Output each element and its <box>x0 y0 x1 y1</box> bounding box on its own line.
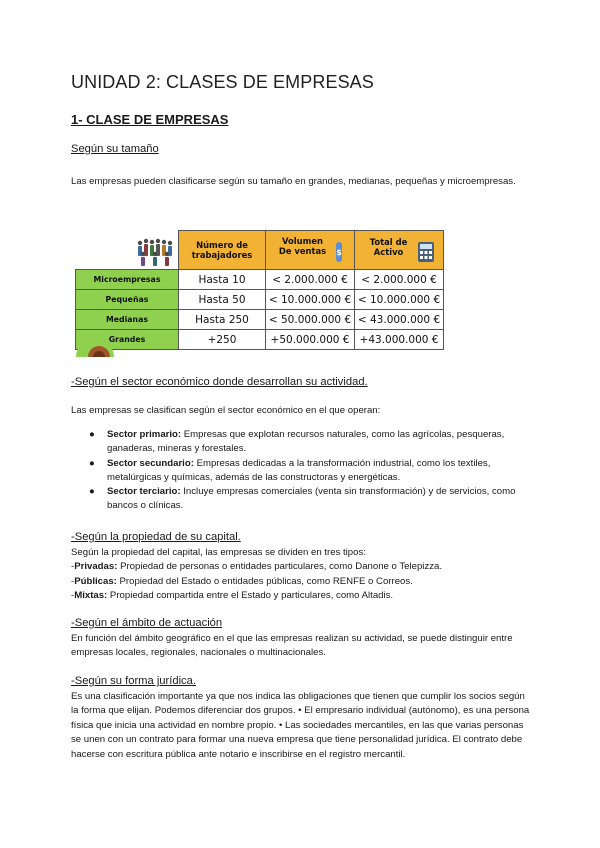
paragraph-juridica: Es una clasificación importante ya que nos indica las obligaciones que tienen que cumplir los socios según la forma que elijan. Podemos diferenciar dos grupos. • El empresario individual (autónomo), es una persona física que inicia una actividad en nombre propio. • Las sociedades mercantiles, en las que varias personas se unen con un contrato para formar una nueva empresa que tiene personalidad jurídica. El contrato debe hacerse con escritura pública ante notario e inscribirse en el registro mercantil. <box>71 691 530 760</box>
list-item: ● Sector terciario: Incluye empresas comerciales (venta sin transformación) y de servicios, como bancos o clínicas. <box>89 486 516 512</box>
row-category: Grandes <box>76 330 179 350</box>
capital-item-privadas: -Privadas: Propiedad de personas o entidades particulares, como Danone o Telepizza. <box>71 561 443 573</box>
cell-sales: < 50.000.000 € <box>266 310 355 330</box>
bullet-text: Incluye empresas comerciales (venta sin transformación) y de servicios, como bancos o clínicas. <box>107 486 516 512</box>
bullet-label: Sector primario: <box>107 429 182 440</box>
cell-assets: < 43.000.000 € <box>355 310 444 330</box>
heading-tamano: Según su tamaño <box>71 143 159 155</box>
money-icon <box>333 240 345 264</box>
cell-workers: Hasta 250 <box>179 310 266 330</box>
cell-assets: +43.000.000 € <box>355 330 444 350</box>
cell-workers: Hasta 50 <box>179 290 266 310</box>
bullet-text: Empresas que explotan recursos naturales, como las agrícolas, pesqueras, ganaderas, mineras y forestales. <box>107 429 505 455</box>
row-category: Microempresas <box>76 270 179 290</box>
paragraph-sector-intro: Las empresas se clasifican según el sector económico en el que operan: <box>71 405 381 416</box>
heading-ambito: -Según el ámbito de actuación <box>71 617 223 629</box>
capital-item-mixtas: -Mixtas: Propiedad compartida entre el Estado y particulares, como Altadis. <box>71 590 394 602</box>
cell-assets: < 10.000.000 € <box>355 290 444 310</box>
cell-assets: < 2.000.000 € <box>355 270 444 290</box>
calculator-icon <box>417 241 435 263</box>
list-item: ● Sector primario: Empresas que explotan recursos naturales, como las agrícolas, pesqueras, ganaderas, mineras y forestales. <box>89 429 505 455</box>
item-label: Públicas: <box>74 575 117 587</box>
header-activo <box>355 231 444 270</box>
heading-capital: -Según la propiedad de su capital. <box>71 531 241 543</box>
table-row <box>76 270 444 290</box>
bullet-text: Empresas dedicadas a la transformación industrial, como los textiles, metalúrgicas y químicas, además de las constructoras y energéticas. <box>107 457 491 483</box>
list-item: ● Sector secundario: Empresas dedicadas a la transformación industrial, como los textiles, metalúrgicas y químicas, además de las constructoras y energéticas. <box>89 457 491 483</box>
company-size-table <box>75 230 451 352</box>
cell-workers: +250 <box>179 330 266 350</box>
table-row <box>76 290 444 310</box>
header-ventas <box>266 231 355 270</box>
heading-sector: -Según el sector económico donde desarrollan su actividad. <box>71 376 368 388</box>
table-row <box>76 330 444 350</box>
page-title: UNIDAD 2: CLASES DE EMPRESAS <box>71 72 374 92</box>
decorative-illustration <box>75 335 119 357</box>
bullet-label: Sector terciario: <box>107 486 181 498</box>
header-activo-label: Total de Activo <box>369 236 408 257</box>
cell-workers: Hasta 10 <box>179 270 266 290</box>
header-trabajadores: Número de trabajadores <box>179 231 266 270</box>
row-category: Medianas <box>76 310 179 330</box>
header-ventas-label: Volumen De ventas <box>278 236 327 257</box>
section-heading-clase-empresas: 1- CLASE DE EMPRESAS <box>71 112 229 127</box>
item-label: Mixtas: <box>74 590 108 602</box>
item-text: Propiedad del Estado o entidades públicas, como RENFE o Correos. <box>116 575 413 587</box>
heading-juridica: -Según su forma jurídica. <box>71 675 196 687</box>
capital-block <box>71 546 531 604</box>
row-category: Pequeñas <box>76 290 179 310</box>
item-text: Propiedad compartida entre el Estado y particulares, como Altadis. <box>107 590 394 602</box>
sector-list <box>88 428 528 514</box>
item-label: Privadas: <box>74 561 118 573</box>
item-text: Propiedad de personas o entidades particulares, como Danone o Telepizza. <box>117 561 443 573</box>
people-group-icon <box>135 237 177 267</box>
cell-sales: < 2.000.000 € <box>266 270 355 290</box>
capital-item-publicas: -Públicas: Propiedad del Estado o entidades públicas, como RENFE o Correos. <box>71 575 413 587</box>
paragraph-tamano: Las empresas pueden clasificarse según su tamaño en grandes, medianas, pequeñas y microempresas. <box>71 176 516 187</box>
paragraph-capital-intro: Según la propiedad del capital, las empresas se dividen en tres tipos: <box>71 547 366 558</box>
cell-sales: +50.000.000 € <box>266 330 355 350</box>
cell-sales: < 10.000.000 € <box>266 290 355 310</box>
bullet-label: Sector secundario: <box>107 457 194 469</box>
svg-text:$: $ <box>336 247 343 257</box>
paragraph-ambito: En función del ámbito geográfico en el que las empresas realizan su actividad, se puede distinguir entre empresas locales, regionales, nacionales o multinacionales. <box>71 633 513 659</box>
table-row <box>76 310 444 330</box>
